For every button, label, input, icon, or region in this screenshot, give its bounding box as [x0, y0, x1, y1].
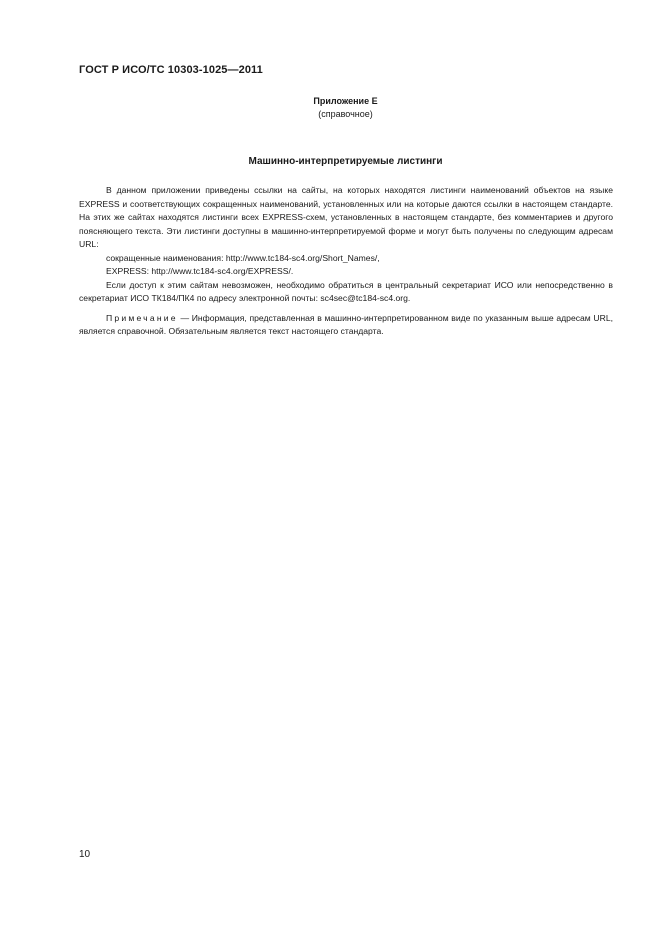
annex-status: (справочное) — [318, 109, 373, 119]
express-url-line: EXPRESS: http://www.tc184-sc4.org/EXPRESS/. — [106, 266, 294, 276]
note-paragraph — [79, 312, 613, 339]
section-title: Машинно-интерпретируемые листинги — [248, 156, 443, 167]
annex-title: Приложение Е — [313, 96, 378, 106]
document-standard-id: ГОСТ Р ИСО/ТС 10303-1025—2011 — [79, 64, 263, 76]
body-text — [79, 184, 613, 339]
intro-paragraph: В данном приложении приведены ссылки на сайты, на которых находятся листинги наименований объектов на языке EXPRESS и соответствующих сокращенных наименований, установленных или на которые даются ссылки в настоящем стандарте. На этих же сайтах находятся листинги всех EXPRESS-схем, установленных в настоящем стандарте, без комментариев и другого поясняющего текста. Эти листинги доступны в машинно-интерпретируемой форме и могут быть получены по следующим адресам URL: — [79, 185, 613, 249]
annex-heading — [0, 95, 661, 121]
page-number: 10 — [79, 849, 91, 860]
note-label: Примечание — [106, 312, 178, 323]
note-text: — Информация, представленная в машинно-интерпретированном виде по указанным выше адресам URL, является справочной. Обязательным является текст настоящего стандарта. — [79, 312, 613, 336]
short-names-url-line: сокращенные наименования: http://www.tc184-sc4.org/Short_Names/, — [106, 252, 380, 263]
access-paragraph: Если доступ к этим сайтам невозможен, необходимо обратиться в центральный секретариат ИСО или непосредственно в секретариат ИСО ТК184/ПК4 по адресу электронной почты: sc4sec@tc184-sc4.org. — [79, 279, 613, 303]
